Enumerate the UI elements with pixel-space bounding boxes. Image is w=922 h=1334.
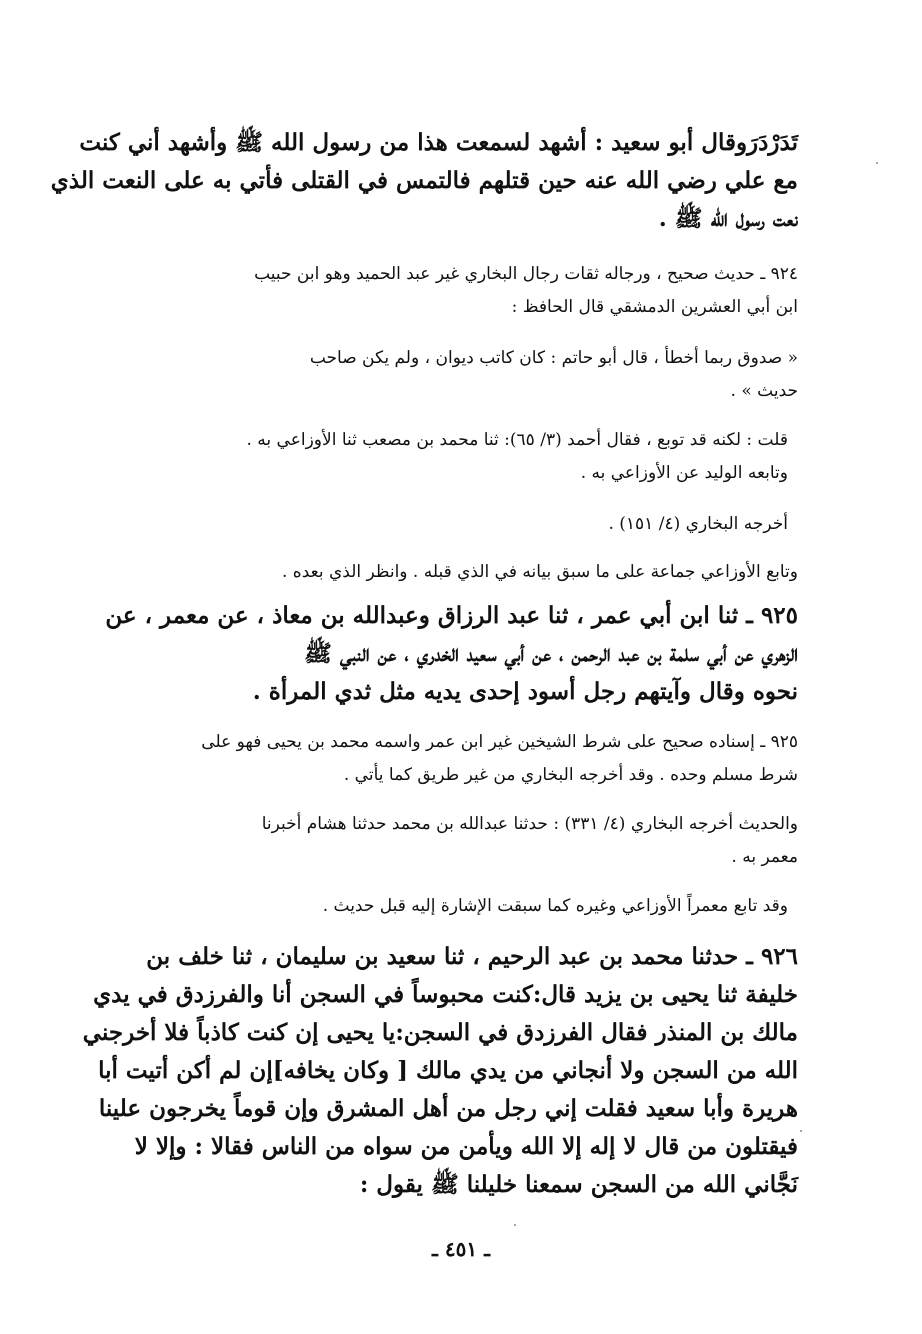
text-line: والحديث أخرجه البخاري (٤/ ٣٣١) : حدثنا عبدالله بن محمد حدثنا هشام أخبرنا (261, 814, 798, 834)
text-line: شرط مسلم وحده . وقد أخرجه البخاري من غير طريق كما يأتي . (343, 765, 798, 785)
text-line: قلت : لكنه قد توبع ، فقال أحمد (٣/ ٦٥): ثنا محمد بن مصعب ثنا الأوزاعي به . (246, 430, 788, 450)
text-line: ابن أبي العشرين الدمشقي قال الحافظ : (511, 297, 798, 317)
text-line: « صدوق ربما أخطأ ، قال أبو حاتم : كان كاتب ديوان ، ولم يكن صاحب (309, 348, 798, 368)
text-line: نعت رسول الله ﷺ . (658, 205, 798, 232)
commentary-924-note (132, 424, 798, 490)
text-line: ٩٢٥ ـ ثنا ابن أبي عمر ، ثنا عبد الرزاق وعبدالله بن معاذ ، عن معمر ، عن (105, 602, 798, 629)
text-line: نحوه وقال وآيتهم رجل أسود إحدى يديه مثل ثدي المرأة . (252, 678, 798, 705)
text-line: حديث » . (730, 381, 798, 401)
hadith-926 (82, 938, 798, 1204)
text-line: أخرجه البخاري (٤/ ١٥١) . (608, 514, 788, 534)
commentary-924 (132, 258, 798, 324)
page-number: ـ ٤٥١ ـ (432, 1237, 490, 1261)
text-line: ٩٢٥ ـ إسناده صحيح على شرط الشيخين غير ابن عمر واسمه محمد بن يحيى فهو على (201, 732, 798, 752)
text-line: الزهري عن أبي سلمة بن عبد الرحمن ، عن أبي سعيد الخدري ، عن النبي ﷺ (304, 640, 798, 667)
text-line: خليفة ثنا يحيى بن يزيد قال:كنت محبوساً في السجن أنا والفرزدق في يدي (93, 981, 798, 1008)
text-line: وتابعه الوليد عن الأوزاعي به . (580, 463, 788, 483)
text-line: نَجَّاني الله من السجن سمعنا خليلنا ﷺ يقول : (359, 1171, 798, 1198)
hadith-continuation (50, 124, 798, 238)
scan-speck (876, 162, 878, 164)
commentary-925 (132, 726, 798, 792)
text-line: ٩٢٤ ـ حديث صحيح ، ورجاله ثقات رجال البخاري غير عبد الحميد وهو ابن حبيب (254, 264, 798, 284)
commentary-924-quote (132, 342, 798, 408)
text-line: وقد تابع معمراً الأوزاعي وغيره كما سبقت الإشارة إليه قبل حديث . (322, 896, 788, 916)
text-line: ٩٢٦ ـ حدثنا محمد بن عبد الرحيم ، ثنا سعيد بن سليمان ، ثنا خلف بن (146, 943, 798, 970)
scan-speck (514, 1224, 516, 1226)
commentary-925-end (132, 890, 798, 923)
text-line: مع علي رضي الله عنه حين قتلهم فالتمس في القتلى فأتي به على النعت الذي (50, 167, 798, 194)
commentary-924-ref (132, 508, 798, 541)
scan-speck (800, 1130, 802, 1132)
text-line: تَدَرْدَرَوقال أبو سعيد : أشهد لسمعت هذا من رسول الله ﷺ وأشهد أني كنت (79, 129, 798, 156)
text-line: هريرة وأبا سعيد فقلت إني رجل من أهل المشرق وإن قوماً يخرجون علينا (98, 1095, 798, 1122)
text-line: الله من السجن ولا أنجاني من يدي مالك [ وكان يخافه]إن لم أكن أتيت أبا (98, 1057, 798, 1084)
commentary-924-end (132, 556, 798, 589)
text-line: فيقتلون من قال لا إله إلا الله ويأمن من سواه من الناس فقالا : وإلا لا (134, 1133, 798, 1160)
text-line: وتابع الأوزاعي جماعة على ما سبق بيانه في الذي قبله . وانظر الذي بعده . (282, 562, 798, 582)
text-line: مالك بن المنذر فقال الفرزدق في السجن:يا يحيى إن كنت كاذباً فلا أخرجني (82, 1019, 798, 1046)
commentary-925-ref (132, 808, 798, 874)
hadith-925 (105, 597, 798, 711)
text-line: معمر به . (731, 847, 798, 867)
